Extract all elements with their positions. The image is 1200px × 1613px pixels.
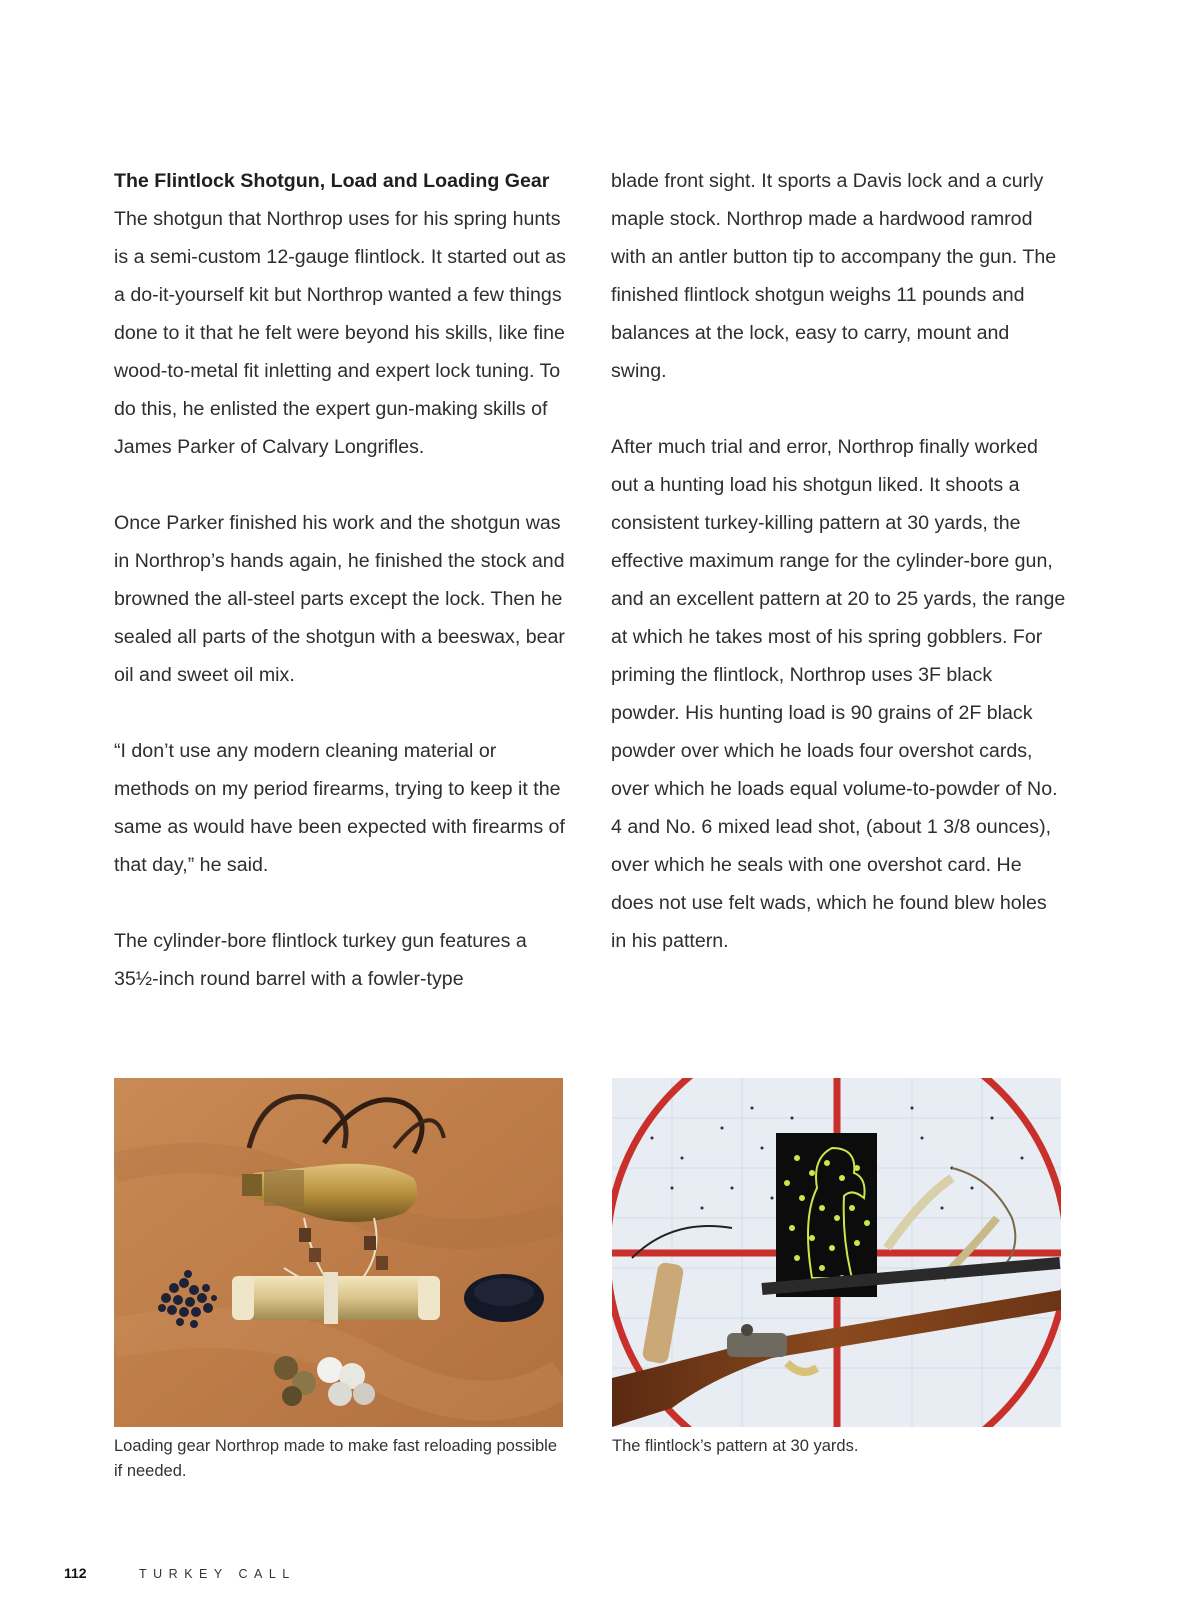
paragraph-3: “I don’t use any modern cleaning material or methods on my period firearms, trying to keep it the same as would have been expected with firearms of that day,” he said. [114, 740, 565, 876]
paragraph-6: After much trial and error, Northrop finally worked out a hunting load his shotgun liked. It shoots a consistent turkey-killing pattern at 30 yards, the effective maximum range for the cylinder-bore gun, and an excellent pattern at 20 to 25 yards, the range at which he takes most of his spring gobblers. For priming the flintlock, Northrop uses 3F black powder. His hunting load is 90 grains of 2F black powder over which he loads four overshot cards, over which he loads equal volume-to-powder of No. 4 and No. 6 mixed lead shot, (about 1 3/8 ounces), over which he seals with one overshot card. He does not use felt wads, which he found blew holes in his pattern. [611, 436, 1066, 952]
pattern-target-illustration [612, 1078, 1061, 1427]
loading-gear-illustration [114, 1078, 563, 1427]
paragraph-2: Once Parker finished his work and the shotgun was in Northrop’s hands again, he finished the stock and browned the all-steel parts except the lock. Then he sealed all parts of the shotgun with a beeswax, bear oil and sweet oil mix. [114, 512, 565, 686]
paragraph-text: The shotgun that Northrop uses for his spring hunts is a semi-custom 12-gauge flintlock. It started out as a do-it-yourself kit but Northrop wanted a few things done to it that he felt were beyond his skills, like fine wood-to-metal fit inletting and expert lock tuning. To do this, he enlisted the expert gun-making skills of James Parker of Calvary Longrifles. [114, 208, 566, 458]
left-photo-caption: Loading gear Northrop made to make fast reloading possible if needed. [114, 1437, 558, 1480]
page-number: 112 [64, 1565, 87, 1581]
left-text-column [114, 162, 569, 1036]
pattern-target-photo [612, 1078, 1061, 1427]
paragraph-1 [114, 162, 569, 466]
right-text-column [611, 162, 1066, 998]
magazine-name: TURKEY CALL [139, 1567, 296, 1581]
loading-gear-photo [114, 1078, 563, 1427]
paragraph-4: The cylinder-bore flintlock turkey gun features a 35½-inch round barrel with a fowler-type [114, 930, 527, 990]
section-heading: The Flintlock Shotgun, Load and Loading Gear [114, 170, 550, 192]
right-photo-caption: The flintlock’s pattern at 30 yards. [612, 1437, 859, 1455]
paragraph-5: blade front sight. It sports a Davis lock and a curly maple stock. Northrop made a hardwood ramrod with an antler button tip to accompany the gun. The finished flintlock shotgun weighs 11 pounds and balances at the lock, easy to carry, mount and swing. [611, 170, 1057, 382]
